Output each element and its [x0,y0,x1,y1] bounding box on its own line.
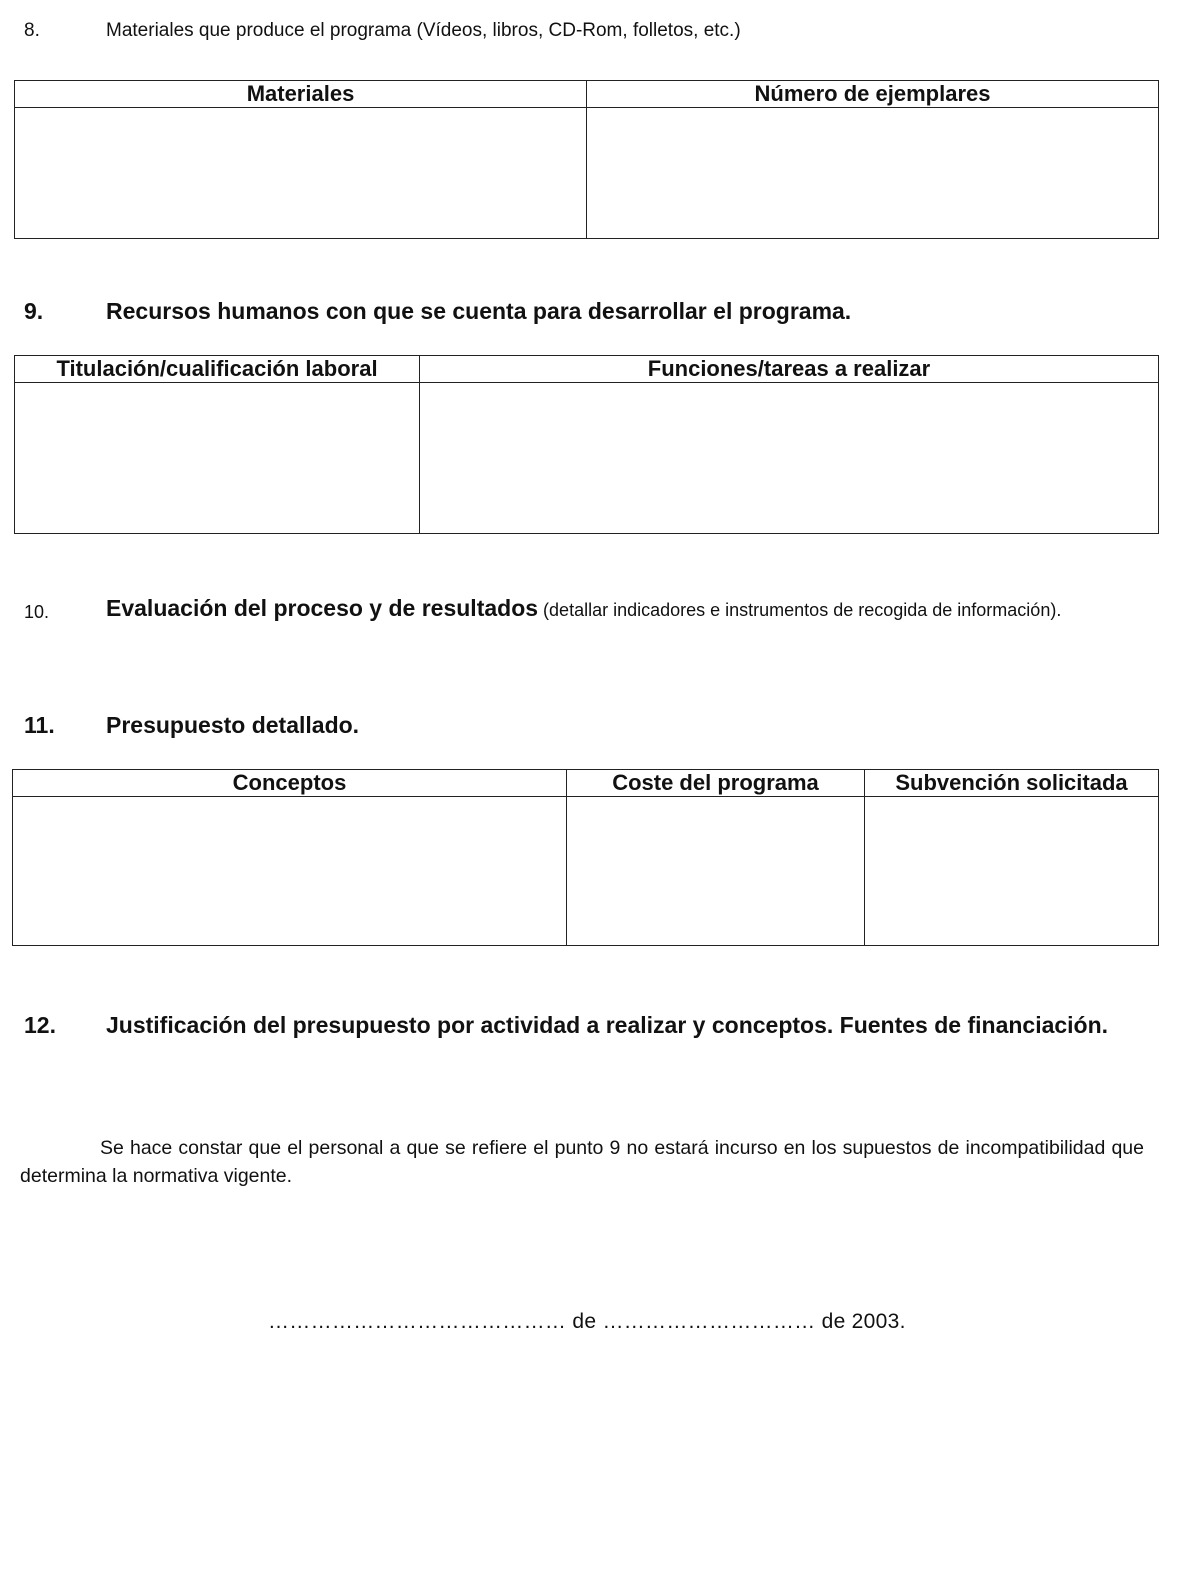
column-header-titulacion: Titulación/cualificación laboral [15,356,420,383]
declaration-paragraph: Se hace constar que el personal a que se refiere el punto 9 no estará incurso en los supuestos de incompatibilidad que determina la normativa vigente. [20,1137,1144,1187]
column-header-funciones: Funciones/tareas a realizar [420,356,1159,383]
table-row [15,108,1159,239]
date-de-label: de [572,1310,597,1333]
section-title: Recursos humanos con que se cuenta para desarrollar el programa. [106,298,852,324]
section-9-heading [0,298,1177,330]
place-blank[interactable]: …………………………………… [268,1310,567,1333]
table-cell-materiales[interactable] [15,108,587,239]
table-cell-numero-ejemplares[interactable] [587,108,1159,239]
table-cell-subvencion[interactable] [865,797,1159,946]
table-cell-conceptos[interactable] [13,797,567,946]
section-title: Presupuesto detallado. [106,712,360,738]
column-header-subvencion: Subvención solicitada [865,770,1159,797]
section-title: Justificación del presupuesto por actividad a realizar y conceptos. Fuentes de financiación. [106,1012,1109,1038]
column-header-coste: Coste del programa [567,770,865,797]
month-blank[interactable]: ………………………… [602,1310,816,1333]
section-number: 9. [24,298,44,324]
section-number: 11. [24,712,55,738]
section-title [106,596,1146,624]
table-cell-coste[interactable] [567,797,865,946]
section-title-bold: Evaluación del proceso y de resultados [106,595,539,621]
year-text: de 2003. [821,1310,906,1333]
materials-table [14,80,1159,239]
human-resources-table [14,355,1159,534]
table-row [15,383,1159,534]
table-cell-titulacion[interactable] [15,383,420,534]
date-line [268,1310,906,1334]
section-title-note: (detallar indicadores e instrumentos de recogida de información). [538,600,1062,620]
section-number: 12. [24,1012,56,1038]
column-header-materiales: Materiales [15,81,587,108]
column-header-conceptos: Conceptos [13,770,567,797]
table-cell-funciones[interactable] [420,383,1159,534]
section-title: Materiales que produce el programa (Vídeos, libros, CD-Rom, folletos, etc.) [106,20,741,41]
section-number: 10. [24,602,50,622]
section-8-heading [0,20,1177,50]
column-header-numero-ejemplares: Número de ejemplares [587,81,1159,108]
budget-table [12,769,1159,946]
section-12-heading [0,1012,1177,1072]
section-11-heading [0,712,1177,744]
section-10-heading [0,596,1177,656]
table-row [13,797,1159,946]
section-number: 8. [24,20,40,41]
